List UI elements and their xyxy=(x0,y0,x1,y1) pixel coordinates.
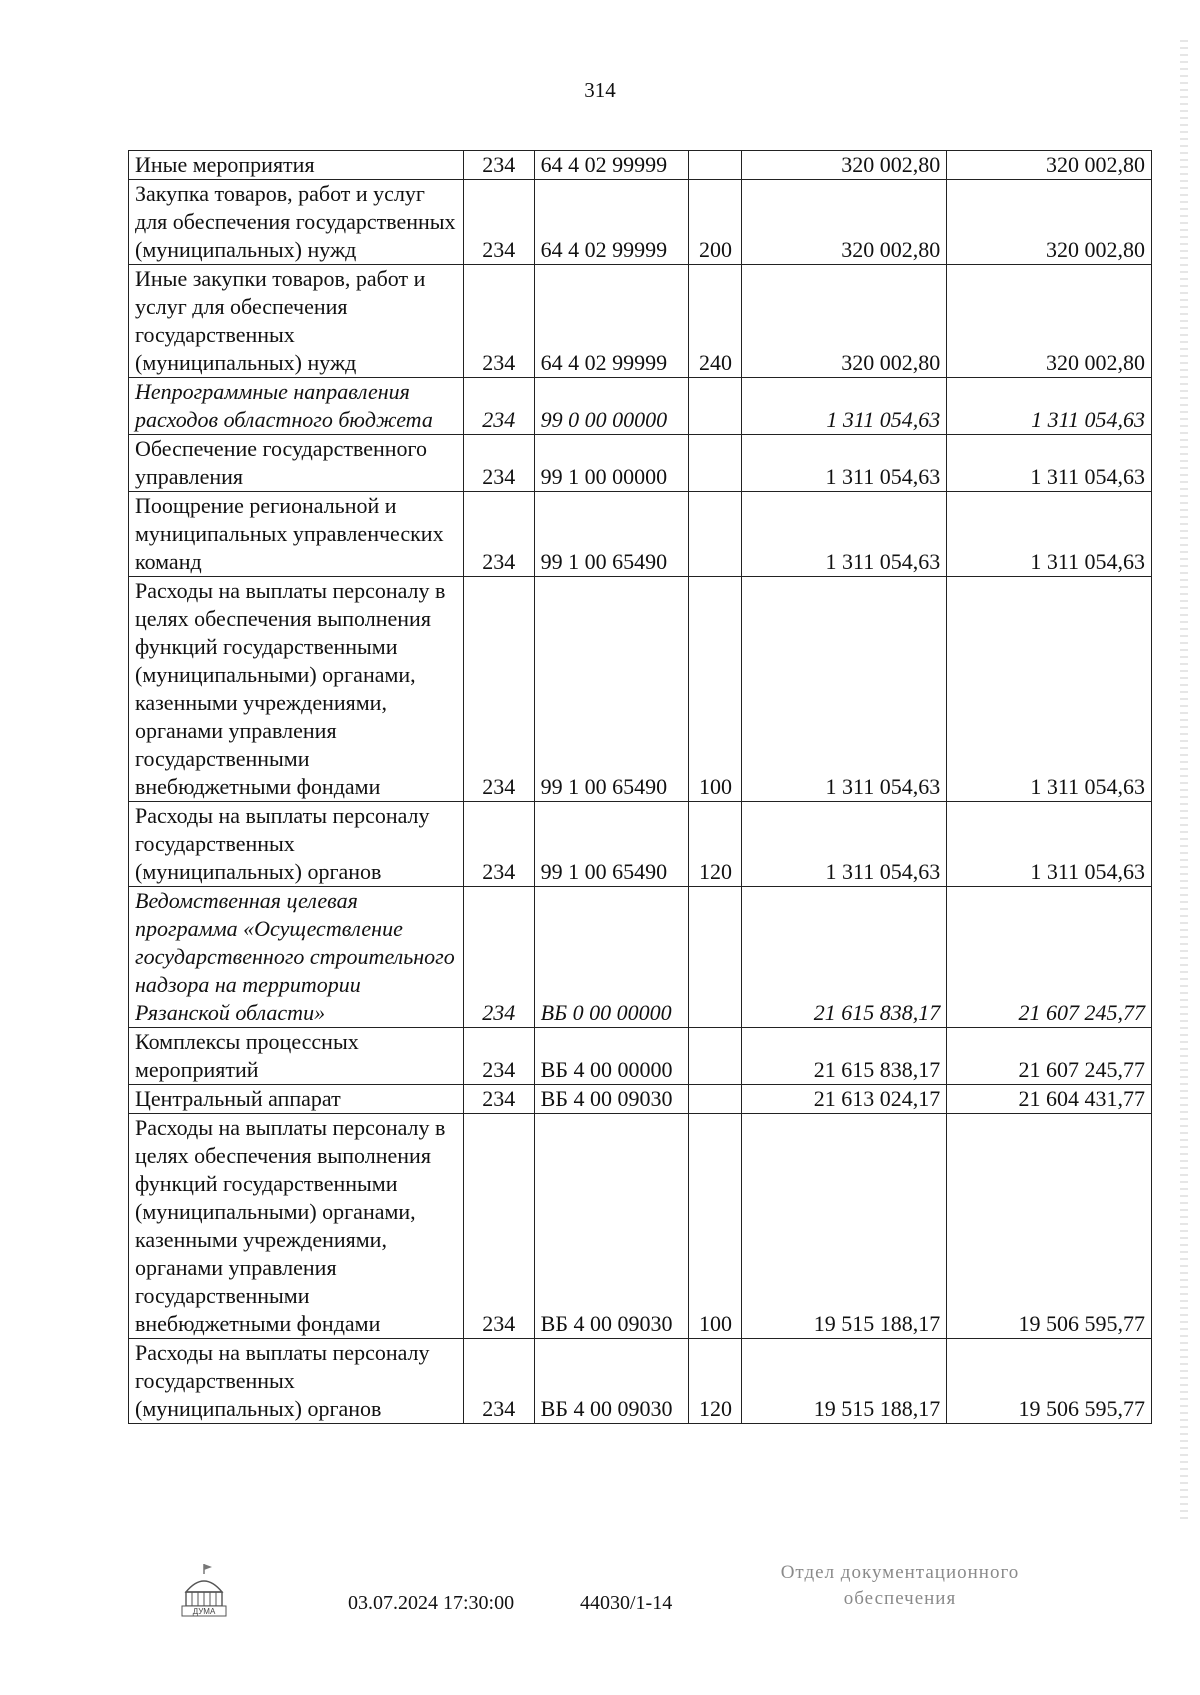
page-number: 314 xyxy=(584,78,616,102)
row-amount-year-1: 19 515 188,17 xyxy=(742,1339,947,1424)
row-amount-year-1: 1 311 054,63 xyxy=(742,435,947,492)
budget-table xyxy=(128,150,1152,1424)
row-amount-year-2: 19 506 595,77 xyxy=(947,1339,1152,1424)
row-amount-year-1: 1 311 054,63 xyxy=(742,378,947,435)
table-row xyxy=(129,435,1152,492)
row-amount-year-1: 21 615 838,17 xyxy=(742,887,947,1028)
row-target-article: ВБ 4 00 00000 xyxy=(534,1028,689,1085)
svg-text:ДУМА: ДУМА xyxy=(192,1607,216,1616)
row-expense-type xyxy=(689,1085,742,1114)
table-row xyxy=(129,802,1152,887)
department-stamp xyxy=(740,1560,1060,1612)
row-name: Поощрение региональной и муниципальных управленческих команд xyxy=(129,492,464,577)
row-amount-year-1: 320 002,80 xyxy=(742,180,947,265)
row-department-code: 234 xyxy=(463,151,534,180)
row-target-article: ВБ 4 00 09030 xyxy=(534,1339,689,1424)
row-target-article: ВБ 0 00 00000 xyxy=(534,887,689,1028)
table-row xyxy=(129,1028,1152,1085)
row-expense-type: 240 xyxy=(689,265,742,378)
row-department-code: 234 xyxy=(463,492,534,577)
row-target-article: 64 4 02 99999 xyxy=(534,180,689,265)
row-department-code: 234 xyxy=(463,1028,534,1085)
row-expense-type xyxy=(689,492,742,577)
duma-logo-icon xyxy=(176,1562,232,1618)
row-name: Центральный аппарат xyxy=(129,1085,464,1114)
table-row xyxy=(129,577,1152,802)
row-target-article: 99 1 00 65490 xyxy=(534,802,689,887)
row-name: Иные мероприятия xyxy=(129,151,464,180)
table-row xyxy=(129,151,1152,180)
row-target-article: 99 1 00 65490 xyxy=(534,492,689,577)
row-amount-year-2: 1 311 054,63 xyxy=(947,577,1152,802)
row-target-article: 99 1 00 00000 xyxy=(534,435,689,492)
row-expense-type: 100 xyxy=(689,1114,742,1339)
row-target-article: 99 0 00 00000 xyxy=(534,378,689,435)
row-expense-type xyxy=(689,1028,742,1085)
row-expense-type xyxy=(689,378,742,435)
row-amount-year-2: 320 002,80 xyxy=(947,265,1152,378)
table-row xyxy=(129,180,1152,265)
row-amount-year-1: 320 002,80 xyxy=(742,265,947,378)
stamp-line-2: обеспечения xyxy=(843,1588,957,1609)
row-department-code: 234 xyxy=(463,887,534,1028)
row-name: Расходы на выплаты персоналу государственных (муниципальных) органов xyxy=(129,1339,464,1424)
table-row xyxy=(129,1339,1152,1424)
row-amount-year-2: 1 311 054,63 xyxy=(947,802,1152,887)
row-amount-year-2: 19 506 595,77 xyxy=(947,1114,1152,1339)
row-name: Закупка товаров, работ и услуг для обеспечения государственных (муниципальных) нужд xyxy=(129,180,464,265)
row-department-code: 234 xyxy=(463,180,534,265)
row-department-code: 234 xyxy=(463,378,534,435)
row-amount-year-1: 320 002,80 xyxy=(742,151,947,180)
row-amount-year-2: 1 311 054,63 xyxy=(947,492,1152,577)
budget-table-body xyxy=(129,151,1152,1424)
row-expense-type: 120 xyxy=(689,802,742,887)
row-target-article: 99 1 00 65490 xyxy=(534,577,689,802)
row-department-code: 234 xyxy=(463,435,534,492)
row-name: Расходы на выплаты персоналу в целях обеспечения выполнения функций государственными (муниципальными) органами, казенными учреждениями, органами управления государственными внебюджетными фондами xyxy=(129,577,464,802)
row-expense-type: 200 xyxy=(689,180,742,265)
row-amount-year-1: 1 311 054,63 xyxy=(742,802,947,887)
row-amount-year-2: 21 607 245,77 xyxy=(947,1028,1152,1085)
row-expense-type xyxy=(689,151,742,180)
row-target-article: ВБ 4 00 09030 xyxy=(534,1085,689,1114)
row-amount-year-2: 21 607 245,77 xyxy=(947,887,1152,1028)
row-amount-year-2: 1 311 054,63 xyxy=(947,435,1152,492)
row-expense-type xyxy=(689,435,742,492)
row-amount-year-1: 19 515 188,17 xyxy=(742,1114,947,1339)
row-department-code: 234 xyxy=(463,265,534,378)
scan-edge-artifact xyxy=(1180,40,1188,1520)
table-row xyxy=(129,265,1152,378)
table-row xyxy=(129,1114,1152,1339)
row-amount-year-1: 1 311 054,63 xyxy=(742,577,947,802)
row-target-article: 64 4 02 99999 xyxy=(534,265,689,378)
row-name: Обеспечение государственного управления xyxy=(129,435,464,492)
row-name: Расходы на выплаты персоналу государственных (муниципальных) органов xyxy=(129,802,464,887)
row-department-code: 234 xyxy=(463,1085,534,1114)
row-department-code: 234 xyxy=(463,577,534,802)
row-name: Ведомственная целевая программа «Осуществление государственного строительного надзора на территории Рязанской области» xyxy=(129,887,464,1028)
row-expense-type xyxy=(689,887,742,1028)
row-expense-type: 100 xyxy=(689,577,742,802)
footer-timestamp: 03.07.2024 17:30:00 xyxy=(348,1592,515,1614)
row-name: Комплексы процессных мероприятий xyxy=(129,1028,464,1085)
row-amount-year-2: 320 002,80 xyxy=(947,180,1152,265)
row-expense-type: 120 xyxy=(689,1339,742,1424)
row-department-code: 234 xyxy=(463,802,534,887)
row-amount-year-2: 320 002,80 xyxy=(947,151,1152,180)
stamp-line-1: Отдел документационного xyxy=(780,1562,1020,1583)
table-row xyxy=(129,492,1152,577)
row-amount-year-1: 21 613 024,17 xyxy=(742,1085,947,1114)
row-target-article: 64 4 02 99999 xyxy=(534,151,689,180)
row-target-article: ВБ 4 00 09030 xyxy=(534,1114,689,1339)
row-name: Расходы на выплаты персоналу в целях обеспечения выполнения функций государственными (муниципальными) органами, казенными учреждениями, органами управления государственными внебюджетными фондами xyxy=(129,1114,464,1339)
row-amount-year-1: 21 615 838,17 xyxy=(742,1028,947,1085)
footer-registration-number: 44030/1-14 xyxy=(580,1592,673,1614)
row-department-code: 234 xyxy=(463,1339,534,1424)
row-name: Иные закупки товаров, работ и услуг для обеспечения государственных (муниципальных) нужд xyxy=(129,265,464,378)
row-department-code: 234 xyxy=(463,1114,534,1339)
table-row xyxy=(129,378,1152,435)
row-name: Непрограммные направления расходов областного бюджета xyxy=(129,378,464,435)
table-row xyxy=(129,1085,1152,1114)
row-amount-year-2: 1 311 054,63 xyxy=(947,378,1152,435)
row-amount-year-1: 1 311 054,63 xyxy=(742,492,947,577)
table-row xyxy=(129,887,1152,1028)
row-amount-year-2: 21 604 431,77 xyxy=(947,1085,1152,1114)
